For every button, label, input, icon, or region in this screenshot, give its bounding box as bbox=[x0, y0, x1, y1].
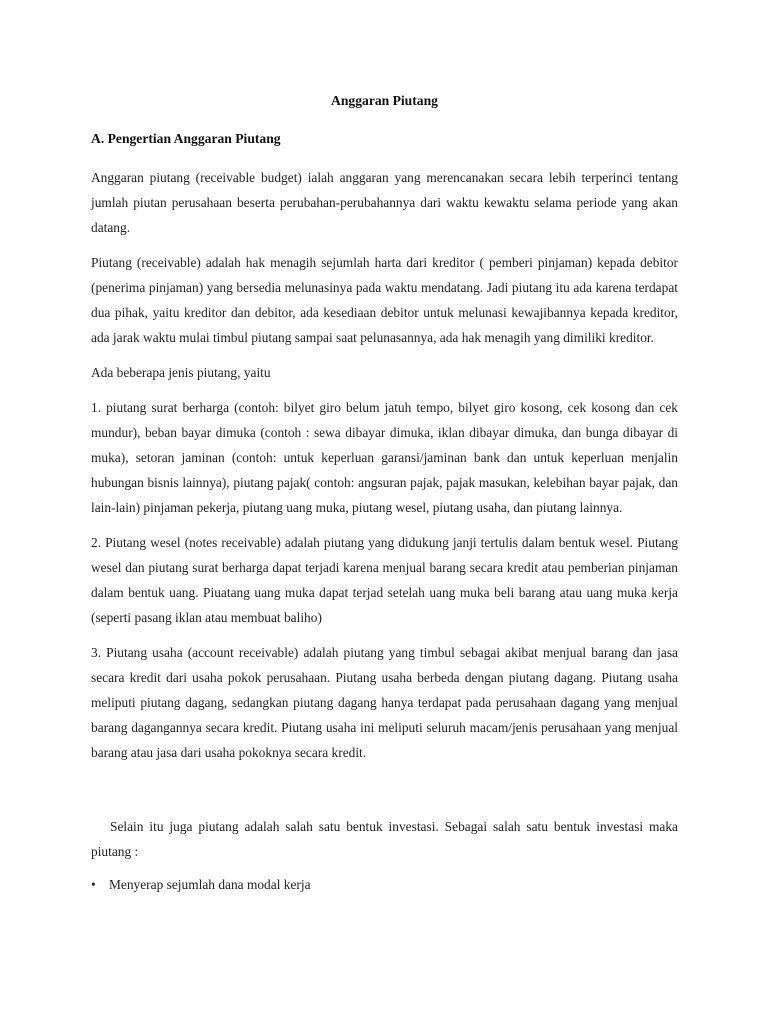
paragraph-investment: Selain itu juga piutang adalah salah satu bentuk investasi. Sebagai salah satu bentuk investasi maka piutang : bbox=[91, 819, 678, 859]
paragraph-type-3: 3. Piutang usaha (account receivable) adalah piutang yang timbul sebagai akibat menjual barang dan jasa secara kredit dari usaha pokok perusahaan. Piutang usaha berbeda dengan piutang dagang. Piutang usaha meliputi piutang dagang, sedangkan piutang dagang hanya terdapat pada perusahaan dagang yang menjual barang dagangannya secara kredit. Piutang usaha ini meliputi seluruh macam/jenis perusahaan yang menjual barang atau jasa dari usaha pokoknya secara kredit. bbox=[91, 645, 678, 760]
paragraph-definition: Anggaran piutang (receivable budget) ialah anggaran yang merencanakan secara lebih terperinci tentang jumlah piutan perusahaan beserta perubahan-perubahannya dari waktu kewaktu selama periode yang akan datang. bbox=[91, 170, 678, 235]
section-heading: A. Pengertian Anggaran Piutang bbox=[91, 131, 281, 146]
bullet-icon: • bbox=[91, 877, 96, 892]
paragraph-receivable: Piutang (receivable) adalah hak menagih sejumlah harta dari kreditor ( pemberi pinjaman) kepada debitor (penerima pinjaman) yang bersedia melunasinya pada waktu mendatang. Jadi piutang itu ada karena terdapat dua pihak, yaitu kreditor dan debitor, ada kesediaan debitor untuk melunasi kewajibannya kepada kreditor, ada jarak waktu mulai timbul piutang sampai saat pelunasannya, ada hak menagih yang dimiliki kreditor. bbox=[91, 255, 678, 345]
list-item-text: Menyerap sejumlah dana modal kerja bbox=[109, 877, 311, 892]
paragraph-type-2: 2. Piutang wesel (notes receivable) adalah piutang yang didukung janji tertulis dalam bentuk wesel. Piutang wesel dan piutang surat berharga dapat terjadi karena menjual barang secara kredit atau pemberian pinjaman dalam bentuk uang. Piuatang uang muka dapat terjad setelah uang muka beli barang atau uang muka kerja (seperti pasang iklan atau membuat baliho) bbox=[91, 535, 678, 625]
document-page bbox=[91, 91, 678, 897]
list-item bbox=[91, 872, 678, 897]
paragraph-type-1: 1. piutang surat berharga (contoh: bilyet giro belum jatuh tempo, bilyet giro kosong, cek kosong dan cek mundur), beban bayar dimuka (contoh : sewa dibayar dimuka, iklan dibayar dimuka, dan bunga dibayar di muka), setoran jaminan (contoh: untuk keperluan garansi/jaminan bank dan untuk keperluan menjalin hubungan bisnis lainnya), piutang pajak( contoh: angsuran pajak, pajak masukan, kelebihan bayar pajak, dan lain-lain) pinjaman pekerja, piutang uang muka, piutang wesel, piutang usaha, dan piutang lainnya. bbox=[91, 400, 678, 515]
blank-space bbox=[91, 765, 678, 814]
document-title: Anggaran Piutang bbox=[331, 93, 438, 108]
paragraph-types-intro: Ada beberapa jenis piutang, yaitu bbox=[91, 365, 271, 380]
bullet-list bbox=[91, 872, 678, 897]
